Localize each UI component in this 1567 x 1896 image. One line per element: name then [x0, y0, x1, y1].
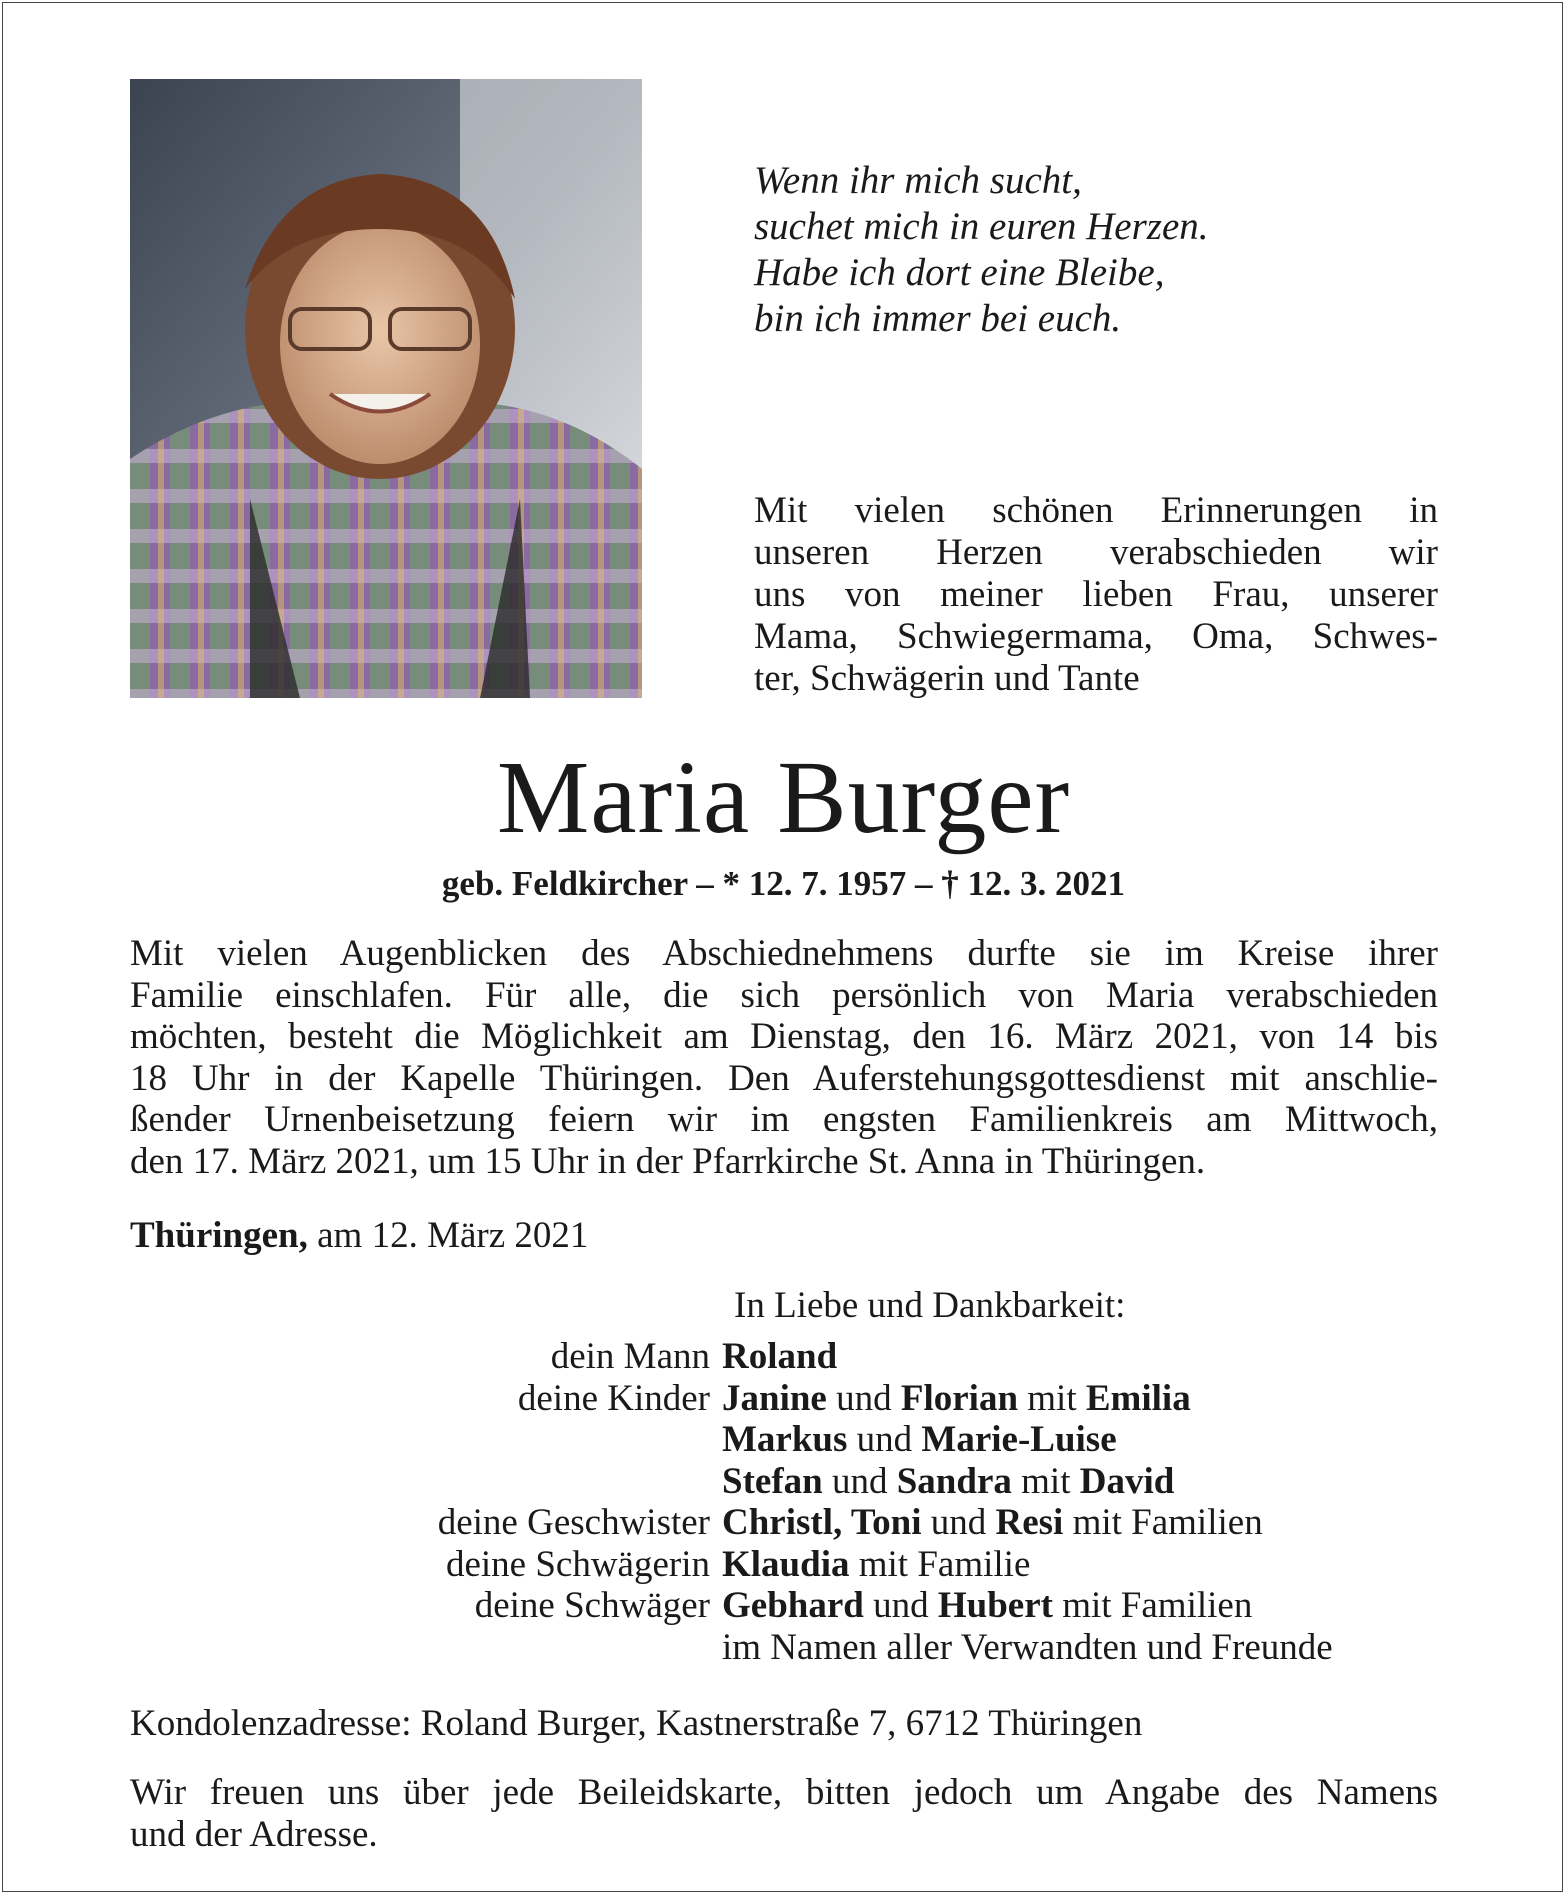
family-member-name: Christl, Toni	[722, 1502, 922, 1543]
family-relation: deine Schwägerin	[445, 1543, 710, 1585]
note-line: Wir freuen uns über jede Beileidskarte, bitten jedoch um Angabe des Namens	[130, 1772, 1438, 1813]
family-member-name: Gebhard	[722, 1585, 864, 1626]
portrait-photo	[130, 79, 642, 698]
family-connector: und	[863, 1585, 938, 1626]
family-row	[130, 1585, 1438, 1627]
intro-text	[754, 490, 1438, 700]
life-dates: geb. Feldkircher – * 12. 7. 1957 – † 12. 3. 2021	[441, 864, 1126, 903]
condolence-address: Kondolenzadresse: Roland Burger, Kastnerstraße 7, 6712 Thüringen	[130, 1703, 1143, 1744]
family-member-name: Emilia	[1085, 1377, 1191, 1419]
body-line: den 17. März 2021, um 15 Uhr in der Pfarrkirche St. Anna in Thüringen.	[130, 1140, 1206, 1182]
intro-line: Mama, Schwiegermama, Oma, Schwes-	[754, 616, 1438, 657]
family-list	[130, 1336, 1438, 1668]
body-line: möchten, besteht die Möglichkeit am Dienstag, den 16. März 2021, von 14 bis	[130, 1016, 1438, 1057]
note-line: und der Adresse.	[130, 1813, 378, 1855]
family-connector: mit Familie	[849, 1543, 1031, 1585]
family-member-name: David	[1079, 1460, 1175, 1502]
body-line: Mit vielen Augenblicken des Abschiednehmens durfte sie im Kreise ihrer	[130, 933, 1438, 974]
body-text	[130, 933, 1438, 1182]
family-member-name: Marie-Luise	[921, 1419, 1117, 1460]
family-row	[130, 1378, 1438, 1420]
family-connector: und	[847, 1419, 922, 1460]
poem-line: suchet mich in euren Herzen.	[754, 205, 1209, 248]
family-names	[722, 1461, 1438, 1503]
family-connector: und	[822, 1460, 897, 1502]
body-line: Familie einschlafen. Für alle, die sich persönlich von Maria verabschieden	[130, 974, 1438, 1016]
family-member-name: Florian	[900, 1377, 1019, 1419]
family-names	[722, 1585, 1438, 1627]
family-member-name: Janine	[722, 1377, 827, 1419]
place-town: Thüringen,	[130, 1215, 308, 1256]
family-member-name: Klaudia	[722, 1543, 850, 1585]
portrait-image	[130, 79, 642, 698]
deceased-name: Maria Burger	[496, 740, 1071, 855]
family-row	[130, 1461, 1438, 1503]
family-names	[722, 1627, 1438, 1669]
family-relation	[130, 1461, 722, 1503]
family-member-name: Sandra	[896, 1460, 1012, 1502]
poem-line: Habe ich dort eine Bleibe,	[754, 251, 1165, 294]
family-names	[722, 1502, 1438, 1544]
place-date	[130, 1214, 588, 1258]
family-member-name: Roland	[722, 1336, 838, 1377]
intro-line: uns von meiner lieben Frau, unserer	[754, 574, 1438, 615]
family-relation: deine Schwäger	[474, 1585, 710, 1626]
family-relation: deine Geschwister	[437, 1502, 710, 1543]
family-member-name: Stefan	[722, 1460, 823, 1502]
family-row	[130, 1336, 1438, 1378]
family-row	[130, 1419, 1438, 1461]
family-relation	[130, 1419, 722, 1461]
family-member-name: Hubert	[937, 1585, 1053, 1626]
intro-line: Mit vielen schönen Erinnerungen in	[754, 490, 1438, 531]
intro-line: ter, Schwägerin und Tante	[754, 658, 1140, 699]
family-names	[722, 1378, 1438, 1420]
family-names	[722, 1336, 1438, 1378]
family-row	[130, 1502, 1438, 1544]
body-line: ßender Urnenbeisetzung feiern wir im engsten Familienkreis am Mittwoch,	[130, 1099, 1438, 1140]
body-line: 18 Uhr in der Kapelle Thüringen. Den Auferstehungsgottesdienst mit anschlie-	[130, 1057, 1438, 1099]
family-names	[722, 1544, 1438, 1586]
closing-note	[130, 1772, 1438, 1855]
intro-line: unseren Herzen verabschieden wir	[754, 532, 1438, 573]
poem	[754, 158, 1314, 342]
family-connector: mit	[1011, 1460, 1080, 1502]
family-relation: dein Mann	[550, 1336, 710, 1377]
closing-phrase: In Liebe und Dankbarkeit:	[734, 1285, 1126, 1326]
family-member-name: Markus	[722, 1419, 848, 1460]
family-connector: mit	[1018, 1377, 1086, 1419]
family-relation: deine Kinder	[517, 1377, 710, 1419]
poem-line: bin ich immer bei euch.	[754, 297, 1122, 340]
family-member-name: Resi	[995, 1502, 1064, 1543]
family-connector: und	[826, 1377, 901, 1419]
place-date-text: am 12. März 2021	[317, 1215, 589, 1256]
family-row	[130, 1627, 1438, 1669]
poem-line: Wenn ihr mich sucht,	[754, 159, 1082, 202]
family-connector: mit Familien	[1063, 1502, 1263, 1543]
family-connector: im Namen aller Verwandten und Freunde	[722, 1626, 1333, 1668]
family-row	[130, 1544, 1438, 1586]
family-connector: mit Familien	[1052, 1585, 1253, 1626]
family-relation	[130, 1627, 722, 1669]
family-connector: und	[921, 1502, 996, 1543]
family-names	[722, 1419, 1438, 1461]
